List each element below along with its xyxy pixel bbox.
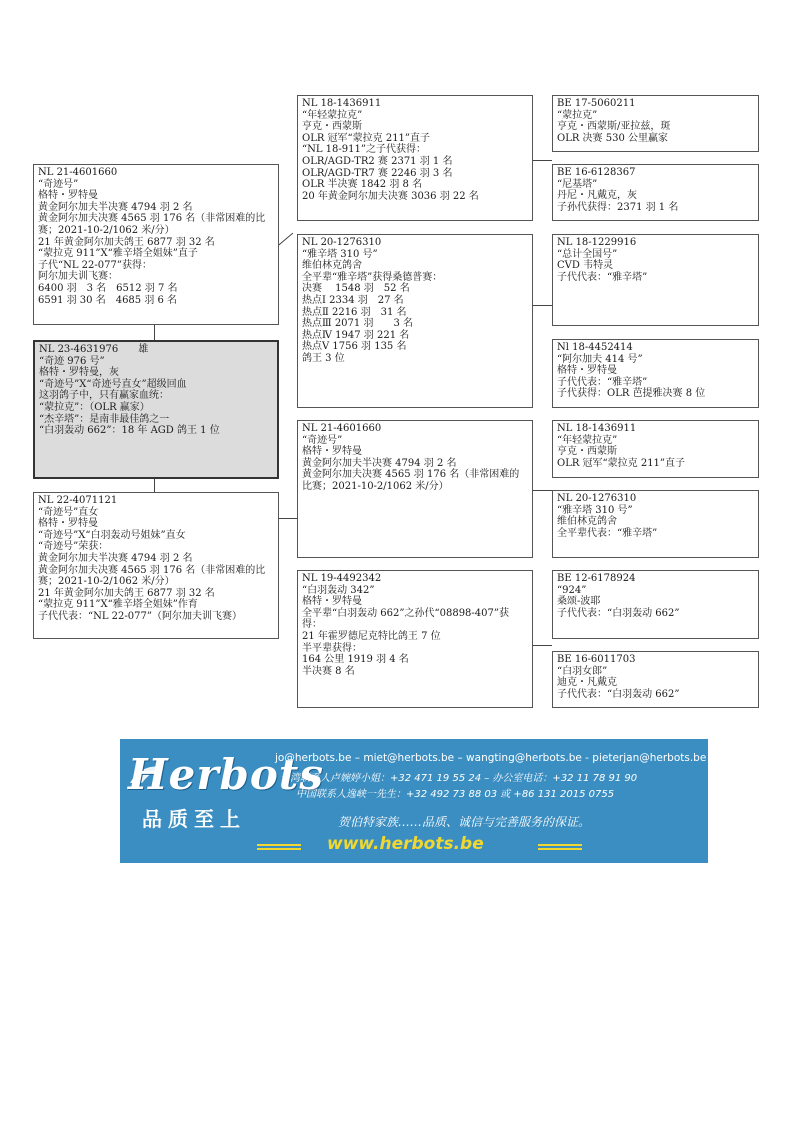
info-line: OLR 决赛 530 公里赢家 bbox=[557, 132, 668, 144]
info-line: “奇迹号”直女 bbox=[38, 506, 99, 518]
ring-number: BE 16-6011703 bbox=[557, 654, 636, 665]
info-line: 这羽鸽子中，只有赢家血统： bbox=[39, 390, 169, 402]
ring-number: NL 21-4601660 bbox=[38, 167, 118, 178]
info-line: 全平辈代表：“雅辛塔” bbox=[557, 527, 658, 539]
info-line: 亨克・西蒙斯/亚拉兹，斑 bbox=[557, 121, 671, 133]
info-line: “924” bbox=[557, 584, 587, 596]
divider bbox=[538, 848, 582, 850]
info-line: “白羽女郎” bbox=[557, 665, 608, 677]
info-line: “奇迹号”X“奇迹号直女”超级回血 bbox=[39, 378, 187, 390]
info-line: 丹尼・凡戴克，灰 bbox=[557, 190, 637, 202]
herbots-banner bbox=[120, 739, 708, 863]
ring-number: NL 19-4492342 bbox=[302, 573, 382, 584]
great-grandparent-card bbox=[552, 339, 759, 408]
slogan: 品质至上 bbox=[142, 807, 246, 831]
great-grandparent-card bbox=[552, 234, 759, 326]
info-line: 热点Ⅲ 2071 羽 3 名 bbox=[302, 318, 413, 330]
ring-number: NL 18-1436911 bbox=[557, 423, 637, 434]
info-line: 21 年黄金阿尔加夫鸽王 6877 羽 32 名 bbox=[38, 236, 215, 248]
ring-number: Nl 18-4452414 bbox=[557, 342, 633, 353]
info-line: 子孙代获得：2371 羽 1 名 bbox=[557, 201, 679, 213]
info-line: 热点Ⅱ 2216 羽 31 名 bbox=[302, 306, 407, 318]
info-line: OLR 半决赛 1842 羽 8 名 bbox=[302, 179, 423, 191]
ring-number: BE 12-6178924 bbox=[557, 573, 636, 584]
ring-number: BE 16-6128367 bbox=[557, 167, 636, 178]
info-line: 阿尔加夫训飞赛： bbox=[38, 271, 118, 283]
info-line: 格特・罗特曼 bbox=[38, 518, 98, 530]
info-line: 热点Ⅳ 1947 羽 221 名 bbox=[302, 329, 410, 341]
contact-china: 中国联系人逸峡一先生：+32 492 73 88 03 或 +86 131 2015 0755 bbox=[296, 789, 615, 800]
info-line: 决赛 1548 羽 52 名 bbox=[302, 283, 410, 295]
ring-number: NL 18-1436911 bbox=[302, 98, 382, 109]
email-list[interactable]: jo@herbots.be – miet@herbots.be – wangting@herbots.be - pieterjan@herbots.be bbox=[275, 752, 707, 764]
info-line: “年轻蒙拉克” bbox=[302, 109, 363, 121]
granddam-paternal-card bbox=[297, 234, 533, 408]
connector bbox=[532, 305, 552, 306]
connector bbox=[278, 233, 293, 246]
info-line: 21 年霍罗德尼克特比鸽王 7 位 bbox=[302, 630, 441, 642]
connector bbox=[154, 478, 155, 492]
info-line: 格特・罗特曼 bbox=[302, 446, 362, 458]
info-line: “年轻蒙拉克” bbox=[557, 434, 618, 446]
info-line: “白羽轰动 662”：18 年 AGD 鸽王 1 位 bbox=[39, 425, 220, 437]
great-grandparent-card bbox=[552, 570, 759, 639]
ring-number: NL 21-4601660 bbox=[302, 423, 382, 434]
info-line: 迪克・凡戴克 bbox=[557, 677, 617, 689]
info-line: 子代“NL 22-077”获得： bbox=[38, 259, 152, 271]
info-line: “蒙拉克”：（OLR 赢家） bbox=[39, 401, 150, 413]
subject-card bbox=[33, 340, 279, 479]
connector bbox=[154, 324, 155, 340]
info-line: 桑颂-波耶 bbox=[557, 596, 601, 608]
info-line: OLR 冠军“蒙拉克 211”直子 bbox=[302, 132, 431, 144]
info-line: 全平辈“白羽轰动 662”之孙代“08898-407”获得： bbox=[302, 607, 509, 631]
great-grandparent-card bbox=[552, 95, 759, 152]
info-line: “蒙拉克” bbox=[557, 109, 598, 121]
info-line: 黄金阿尔加夫半决赛 4794 羽 2 名 bbox=[302, 457, 457, 469]
grandsire-maternal-card bbox=[297, 420, 533, 558]
ring-number: NL 20-1276310 bbox=[557, 493, 637, 504]
divider bbox=[538, 844, 582, 846]
info-line: “阿尔加夫 414 号” bbox=[557, 353, 643, 365]
sire-card bbox=[33, 164, 279, 325]
info-line: 6591 羽 30 名 4685 羽 6 名 bbox=[38, 294, 178, 306]
info-line: 全平辈“雅辛塔”获得桑德普赛： bbox=[302, 271, 443, 283]
info-line: 黄金阿尔加夫决赛 4565 羽 176 名（非常困难的比赛；2021-10-2/1062 米/分） bbox=[302, 469, 520, 492]
info-line: 子代代表：“NL 22-077”（阿尔加夫训飞赛） bbox=[38, 610, 242, 622]
great-grandparent-card bbox=[552, 490, 759, 558]
info-line: 子代代表：“白羽轰动 662” bbox=[557, 607, 680, 619]
info-line: 热点Ⅴ 1756 羽 135 名 bbox=[302, 341, 407, 353]
info-line: “奇迹号”荣获： bbox=[38, 541, 109, 553]
ring-number: BE 17-5060211 bbox=[557, 98, 636, 109]
info-line: 黄金阿尔加夫决赛 4565 羽 176 名（非常困难的比赛；2021-10-2/1062 米/分） bbox=[38, 564, 266, 588]
grandsire-paternal-card bbox=[297, 95, 533, 221]
info-line: 子代代表：“雅辛塔” bbox=[557, 271, 648, 283]
ring-number: NL 18-1229916 bbox=[557, 237, 637, 248]
info-line: “尼基塔” bbox=[557, 178, 598, 190]
info-line: 子代获得：OLR 芭提雅决赛 8 位 bbox=[557, 388, 706, 400]
info-line: “奇迹 976 号” bbox=[39, 355, 105, 367]
info-line: 164 公里 1919 羽 4 名 bbox=[302, 654, 409, 666]
info-line: 维伯林克鸽舍 bbox=[302, 260, 362, 272]
divider bbox=[257, 844, 301, 846]
info-line: 鸽王 3 位 bbox=[302, 352, 345, 364]
info-line: 亨克・西蒙斯 bbox=[557, 446, 617, 458]
info-line: OLR/AGD-TR7 赛 2246 羽 3 名 bbox=[302, 167, 453, 179]
info-line: “奇迹号” bbox=[38, 178, 79, 190]
info-line: “奇迹号”X“白羽轰动号姐妹”直女 bbox=[38, 529, 186, 541]
contact-taiwan: 台湾联系人卢婉婷小姐：+32 471 19 55 24 – 办公室电话：+32 11 78 91 90 bbox=[280, 773, 638, 784]
info-line: 黄金阿尔加夫决赛 4565 羽 176 名（非常困难的比赛；2021-10-2/1062 米/分） bbox=[38, 213, 266, 236]
info-line: “白羽轰动 342” bbox=[302, 584, 375, 596]
info-line: “雅辛塔 310 号” bbox=[557, 504, 633, 516]
info-line: OLR/AGD-TR2 赛 2371 羽 1 名 bbox=[302, 155, 453, 167]
ring-number: NL 20-1276310 bbox=[302, 237, 382, 248]
great-grandparent-card bbox=[552, 651, 759, 708]
info-line: “奇迹号” bbox=[302, 434, 343, 446]
info-line: “NL 18-911”之子代获得： bbox=[302, 144, 426, 156]
info-line: “总计全国号” bbox=[557, 248, 618, 260]
info-line: 21 年黄金阿尔加夫鸽王 6877 羽 32 名 bbox=[38, 587, 215, 599]
info-line: 黄金阿尔加夫半决赛 4794 羽 2 名 bbox=[38, 201, 193, 213]
divider bbox=[257, 848, 301, 850]
info-line: 维伯林克鸽舍 bbox=[557, 516, 617, 528]
info-line: “雅辛塔 310 号” bbox=[302, 248, 378, 260]
ring-number: NL 22-4071121 bbox=[38, 495, 118, 506]
info-line: 子代代表：“雅辛塔” bbox=[557, 376, 648, 388]
great-grandparent-card bbox=[552, 164, 759, 221]
info-line: 格特・罗特曼 bbox=[302, 596, 362, 608]
connector bbox=[278, 518, 297, 519]
info-line: 半决赛 8 名 bbox=[302, 665, 355, 677]
tagline: 贺伯特家族……品质、诚信与完善服务的保证。 bbox=[338, 815, 591, 829]
info-line: 格特・罗特曼 bbox=[38, 190, 98, 202]
dam-card bbox=[33, 492, 279, 639]
info-line: “蒙拉克 911”X“雅辛塔全姐妹”直子 bbox=[38, 248, 198, 260]
info-line: 6400 羽 3 名 6512 羽 7 名 bbox=[38, 282, 178, 294]
connector bbox=[532, 490, 552, 491]
info-line: 亨克・西蒙斯 bbox=[302, 121, 362, 133]
info-line: “杰辛塔”：是南非最佳鸽之一 bbox=[39, 413, 170, 425]
website-link[interactable]: www.herbots.be bbox=[327, 834, 484, 854]
info-line: 格特・罗特曼，灰 bbox=[39, 367, 119, 379]
great-grandparent-card bbox=[552, 420, 759, 478]
info-line: 格特・罗特曼 bbox=[557, 365, 617, 377]
info-line: OLR 冠军“蒙拉克 211”直子 bbox=[557, 457, 686, 469]
info-line: “蒙拉克 911”X“雅辛塔全姐妹”作育 bbox=[38, 599, 198, 611]
info-line: 子代代表：“白羽轰动 662” bbox=[557, 688, 680, 700]
connector bbox=[532, 160, 552, 161]
herbots-logo: Herbots bbox=[128, 750, 324, 799]
info-line: 热点Ⅰ 2334 羽 27 名 bbox=[302, 294, 404, 306]
info-line: 黄金阿尔加夫半决赛 4794 羽 2 名 bbox=[38, 552, 193, 564]
info-line: 20 年黄金阿尔加夫决赛 3036 羽 22 名 bbox=[302, 190, 479, 202]
granddam-maternal-card bbox=[297, 570, 533, 708]
info-line: 半平辈获得： bbox=[302, 642, 362, 654]
connector bbox=[532, 645, 552, 646]
ring-number: NL 23-4631976 雄 bbox=[39, 344, 149, 355]
info-line: CVD 韦特灵 bbox=[557, 260, 614, 272]
